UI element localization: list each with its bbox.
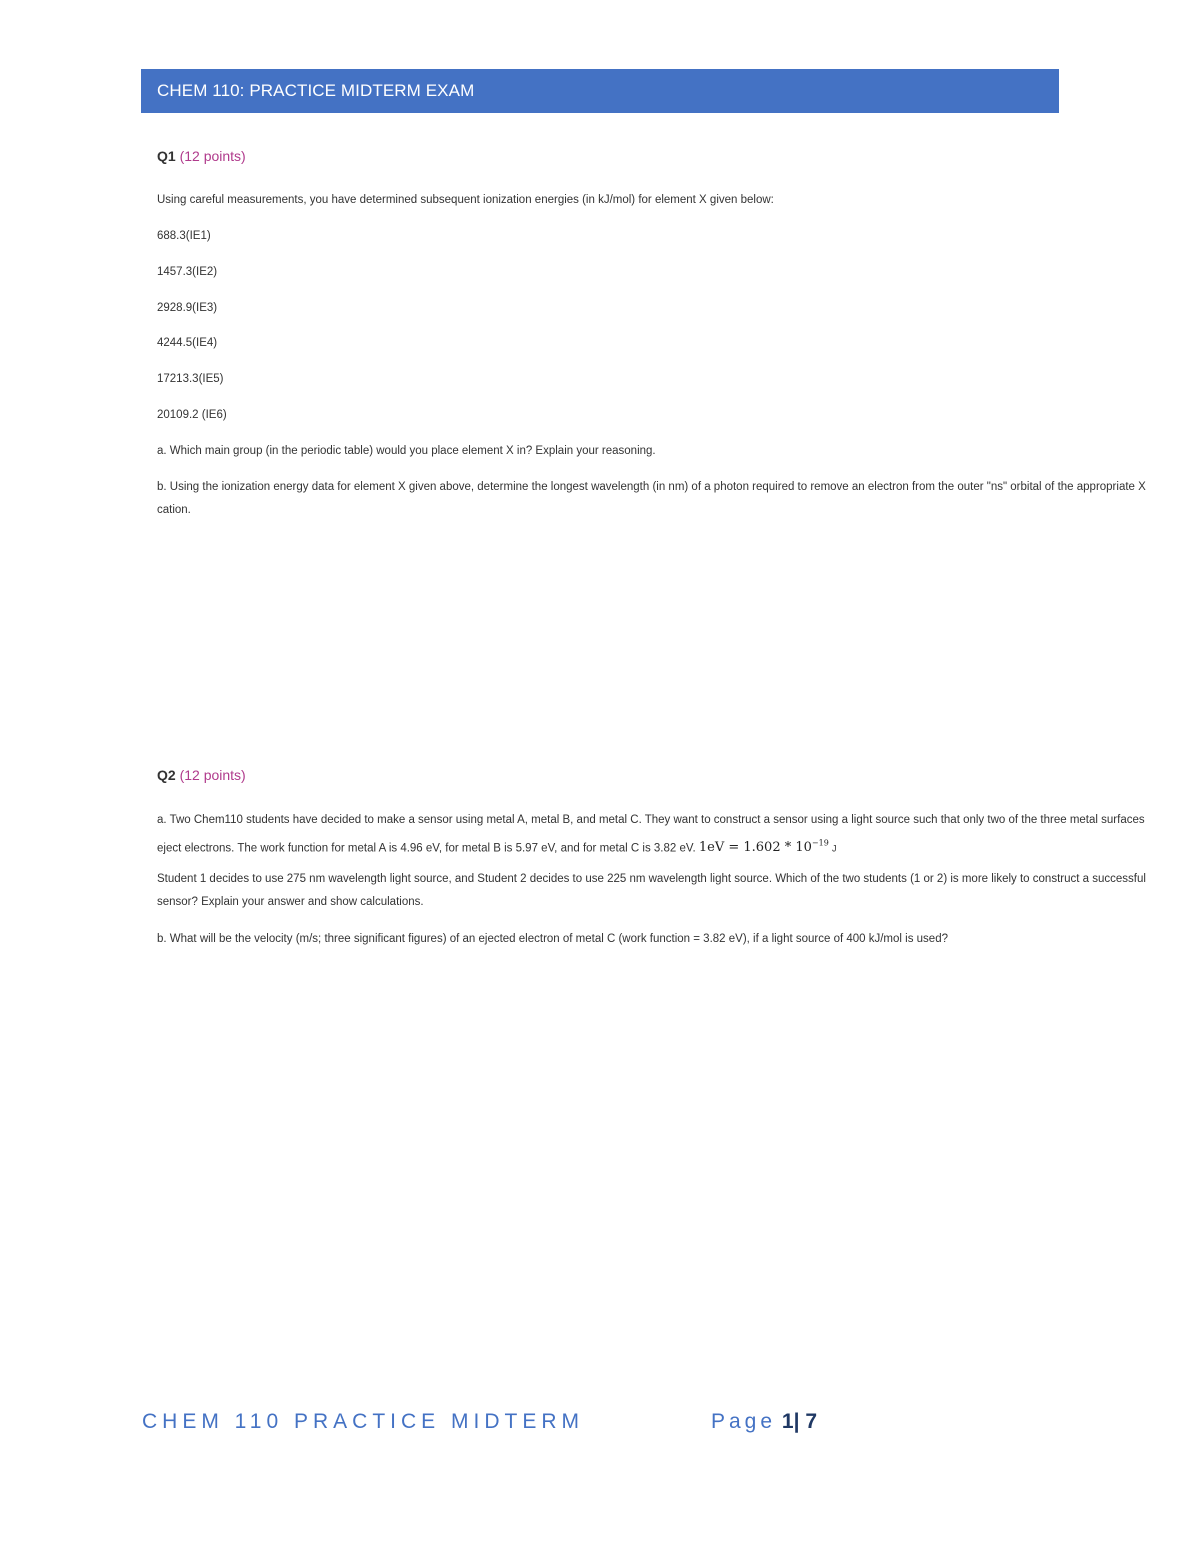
footer-page-word: Page — [711, 1410, 777, 1433]
q2-part-a-text: a. Two Chem110 students have decided to make a sensor using metal A, metal B, and metal C. They want to construct a sensor using a light source such that only two of the three metal surfaces eject electrons. The work function for metal A is 4.96 eV, for metal B is 5.97 eV, and for metal C is 3.82 eV. — [157, 814, 1145, 855]
q2-part-a — [157, 809, 1157, 860]
q1-label: Q1 — [157, 148, 176, 164]
ie-value-5: 17213.3(IE5) — [157, 373, 224, 385]
footer-page-total: 7 — [805, 1410, 817, 1433]
ie-value-1: 688.3(IE1) — [157, 230, 211, 242]
header-bar — [141, 69, 1059, 113]
ie-value-3: 2928.9(IE3) — [157, 302, 218, 314]
q1-part-a: a. Which main group (in the periodic table) would you place element X in? Explain your reasoning. — [157, 445, 656, 457]
equation-unit: J — [832, 843, 837, 854]
q2-points: (12 points) — [179, 767, 246, 783]
ie-value-6: 20109.2 (IE6) — [157, 409, 227, 421]
q1-part-b: b. Using the ionization energy data for element X given above, determine the longest wavelength (in nm) of a photon required to remove an electron from the outer "ns" orbital of the appropriate X cation. — [157, 481, 1146, 516]
q1-intro: Using careful measurements, you have determined subsequent ionization energies (in kJ/mol) for element X given below: — [157, 194, 774, 206]
ie-value-2: 1457.3(IE2) — [157, 266, 218, 278]
q2-label: Q2 — [157, 767, 176, 783]
q1-heading — [157, 148, 246, 164]
equation-body: 1eV = 1.602 * 10 — [698, 840, 812, 856]
footer-page-separator: | — [793, 1410, 800, 1433]
ev-conversion-equation — [699, 840, 829, 855]
page-title: CHEM 110: PRACTICE MIDTERM EXAM — [157, 81, 475, 100]
q2-student-text: Student 1 decides to use 275 nm wavelength light source, and Student 2 decides to use 225 nm wavelength light source. Which of the two students (1 or 2) is more likely to construct a successful sensor? Explain your answer and show calculations. — [157, 873, 1146, 908]
q2-part-b: b. What will be the velocity (m/s; three significant figures) of an ejected electron of metal C (work function = 3.82 eV), if a light source of 400 kJ/mol is used? — [157, 933, 948, 945]
ie-value-4: 4244.5(IE4) — [157, 337, 218, 349]
q2-heading — [157, 767, 246, 783]
equation-exponent: −19 — [811, 839, 829, 848]
q1-points: (12 points) — [179, 148, 246, 164]
footer-title: CHEM 110 PRACTICE MIDTERM — [142, 1410, 584, 1433]
footer-page-number — [711, 1410, 817, 1434]
footer-page-current: 1 — [781, 1410, 794, 1433]
